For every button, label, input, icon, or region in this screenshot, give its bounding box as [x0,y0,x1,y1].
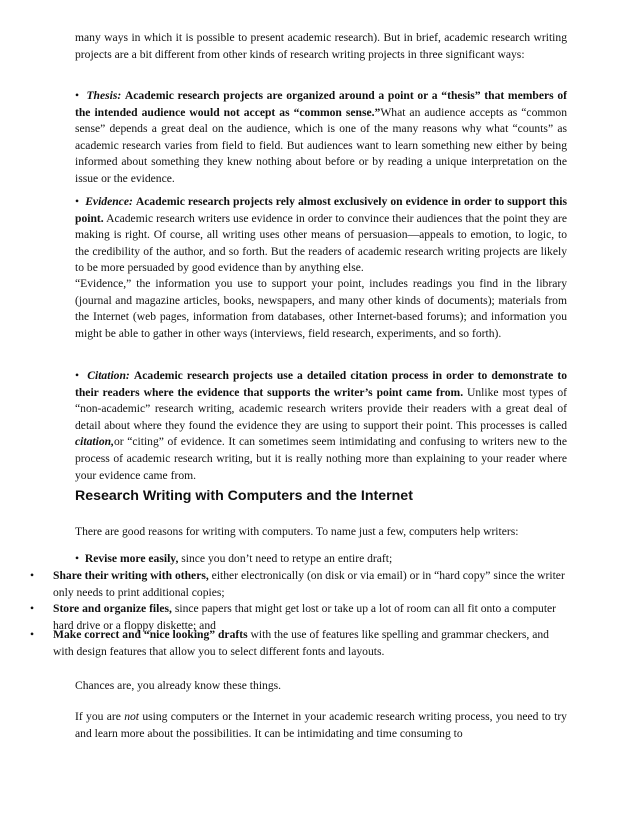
reason-bold: Store and organize files, [53,602,172,615]
reason-bullet: • [30,602,35,615]
citation-body-a: Unlike most types of “non-academic” research writing, academic research writers provide their readers with a great deal of detail about where they found the evidence they are using to support their point. This processes is called [75,385,567,432]
reason-bold: Share their writing with others, [53,569,209,582]
closing-emphasis: not [124,710,140,723]
reason-bold: Revise more easily, [84,552,179,565]
closing-paragraph [75,709,567,742]
evidence-label: Evidence: [85,195,133,208]
closing-text-a: If you are [75,710,121,723]
thesis-bold: Academic research projects are organized around a point or a “thesis” that members of the intended audience would not accept as “common sense.” [75,89,567,119]
reason-bullet: • [75,552,80,565]
reason-item [30,627,567,660]
citation-label: Citation: [87,369,130,382]
thesis-paragraph [75,88,567,188]
evidence-bullet: • [75,195,80,208]
citation-body-b: or “citing” of evidence. It can sometimes seem intimidating and confusing to writers new to the process of academic research writing, but it is really nothing more than explaining to your reader where your evidence came from. [75,435,567,482]
closing-text-b: using computers or the Internet in your academic research writing process, you need to try and learn more about the possibilities. It can be intimidating and time consuming to [75,710,567,740]
citation-paragraph [75,368,567,484]
reason-bold: Make correct and “nice looking” drafts [53,628,248,641]
thesis-label: Thesis: [86,89,122,102]
evidence-body: Academic research writers use evidence in order to convince their audiences that the point they are making is right. Of course, all writing uses other means of persuasion—appeals to emotion, to logic, to the credibility of the author, and so forth. But the readers of academic research writing projects are likely to be more persuaded by good evidence than by anything else. [75,211,567,275]
reason-bullet: • [30,569,35,582]
reason-text: either electronically (on disk or via email) or in “hard copy” since the writer only needs to print additional copies; [53,569,565,599]
evidence-bold: Academic research projects rely almost exclusively on evidence in order to support this point. [75,195,567,225]
reason-bullet: • [30,628,35,641]
reason-item [30,568,567,601]
reasons-intro: There are good reasons for writing with computers. To name just a few, computers help writers: [75,525,519,538]
chances-paragraph: Chances are, you already know these things. [75,679,282,692]
citation-bullet: • [75,369,80,382]
reason-text: since papers that might get lost or take up a lot of room can all fit onto a computer hard drive or a floppy diskette; and [53,602,557,632]
reason-text: with the use of features like spelling and grammar checkers, and with design features that allow you to select different fonts and layouts. [53,628,549,658]
section-heading: Research Writing with Computers and the Internet [75,488,413,504]
citation-bold: Academic research projects use a detailed citation process in order to demonstrate to their readers where the evidence that supports the writer’s point came from. [75,369,567,399]
intro-paragraph: many ways in which it is possible to present academic research). But in brief, academic research writing projects are a bit different from other kinds of research writing projects in three significant ways: [75,31,567,61]
reason-text: since you don’t need to retype an entire draft; [181,552,393,565]
thesis-body: What an audience accepts as “common sense” depends a great deal on the audience, which is one of the many reasons why what “counts” as academic research varies from field to field. But audiences want to learn something new either by being informed about something they knew nothing about before or by reading a unique interpretation on the issue or the evidence. [75,105,567,185]
evidence-paragraph [75,194,567,277]
citation-term: citation, [75,435,114,449]
reason-item [75,551,567,568]
evidence-paragraph-2: “Evidence,” the information you use to support your point, includes readings you find in the library (journal and magazine articles, books, newspapers, and many other kinds of documents); materials from the Internet (web pages, information from databases, other Internet-based forums); and information you might be able to gather in other ways (interviews, field research, experiments, and so forth). [75,277,567,340]
thesis-bullet: • [75,89,80,102]
